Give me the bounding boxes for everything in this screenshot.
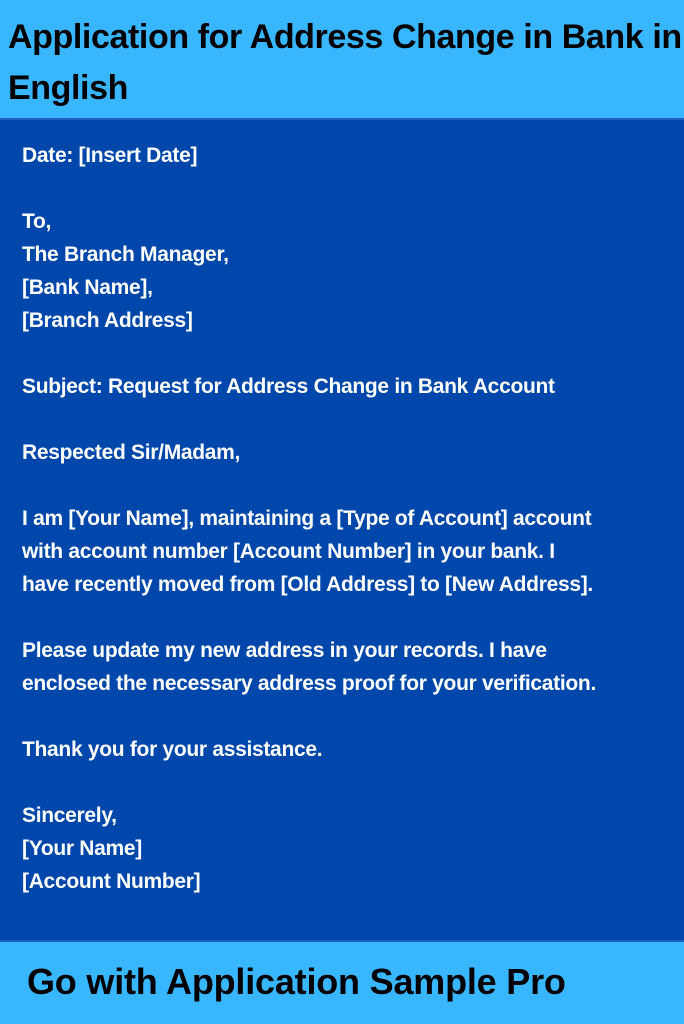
page-title: Application for Address Change in Bank in English	[8, 18, 682, 107]
letter-date: Date: [Insert Date]	[22, 144, 198, 167]
letter-subject: Subject: Request for Address Change in Bank Account	[22, 375, 555, 398]
paragraph-update-request	[22, 634, 674, 700]
blank-line	[22, 403, 674, 436]
letter-thanks: Thank you for your assistance.	[22, 738, 323, 761]
title-banner	[0, 0, 684, 120]
recipient-title: The Branch Manager,	[22, 243, 229, 266]
paragraph-line: enclosed the necessary address proof for your verification.	[22, 672, 596, 695]
closing-sincerely: Sincerely,	[22, 804, 117, 827]
recipient-block	[22, 205, 674, 337]
blank-line	[22, 337, 674, 370]
recipient-bank-name: [Bank Name],	[22, 276, 153, 299]
recipient-to: To,	[22, 210, 52, 233]
closing-account-number: [Account Number]	[22, 870, 201, 893]
letter-body	[22, 139, 674, 898]
blank-line	[22, 469, 674, 502]
blank-line	[22, 700, 674, 733]
closing-name: [Your Name]	[22, 837, 142, 860]
blank-line	[22, 172, 674, 205]
paragraph-line: Please update my new address in your records. I have	[22, 639, 547, 662]
blank-line	[22, 601, 674, 634]
footer-banner	[0, 940, 684, 1024]
footer-tagline: Go with Application Sample Pro	[27, 961, 566, 1002]
paragraph-line: have recently moved from [Old Address] to [New Address].	[22, 573, 593, 596]
recipient-branch-address: [Branch Address]	[22, 309, 193, 332]
paragraph-account-details	[22, 502, 674, 601]
paragraph-line: I am [Your Name], maintaining a [Type of Account] account	[22, 507, 592, 530]
blank-line	[22, 766, 674, 799]
paragraph-line: with account number [Account Number] in your bank. I	[22, 540, 555, 563]
letter-salutation: Respected Sir/Madam,	[22, 441, 241, 464]
closing-block	[22, 799, 674, 898]
